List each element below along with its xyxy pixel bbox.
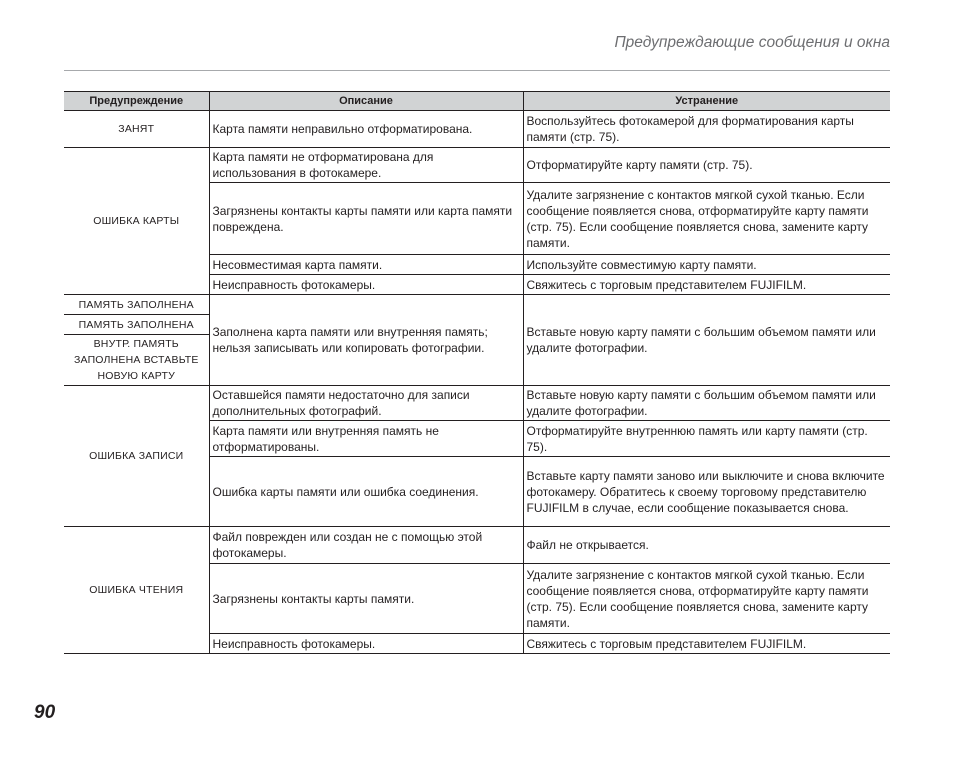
column-header-remedy: Устранение — [523, 92, 890, 111]
warning-cell: ПАМЯТЬ ЗАПОЛНЕНА — [64, 295, 209, 315]
description-cell: Неисправность фотокамеры. — [209, 634, 523, 654]
remedy-cell: Отформатируйте внутреннюю память или карту памяти (стр. 75). — [523, 421, 890, 457]
table-row — [64, 295, 890, 315]
description-cell: Неисправность фотокамеры. — [209, 275, 523, 295]
table-row — [64, 527, 890, 564]
description-cell: Карта памяти или внутренняя память не отформатированы. — [209, 421, 523, 457]
remedy-cell: Вставьте новую карту памяти с большим объемом памяти или удалите фотографии. — [523, 295, 890, 386]
warning-cell: ВНУТР. ПАМЯТЬ ЗАПОЛНЕНА ВСТАВЬТЕ НОВУЮ КАРТУ — [64, 335, 209, 386]
description-cell: Загрязнены контакты карты памяти. — [209, 564, 523, 634]
description-cell: Загрязнены контакты карты памяти или карта памяти повреждена. — [209, 183, 523, 255]
remedy-cell: Воспользуйтесь фотокамерой для форматирования карты памяти (стр. 75). — [523, 111, 890, 148]
description-cell: Оставшейся памяти недостаточно для записи дополнительных фотографий. — [209, 386, 523, 421]
description-cell: Карта памяти неправильно отформатирована. — [209, 111, 523, 148]
header-divider — [64, 70, 890, 71]
warning-cell: ЗАНЯТ — [64, 111, 209, 148]
column-header-warning: Предупреждение — [64, 92, 209, 111]
description-cell: Ошибка карты памяти или ошибка соединения. — [209, 457, 523, 527]
remedy-cell: Вставьте новую карту памяти с большим объемом памяти или удалите фотографии. — [523, 386, 890, 421]
description-cell: Заполнена карта памяти или внутренняя память; нельзя записывать или копировать фотографии. — [209, 295, 523, 386]
table-row — [64, 111, 890, 148]
remedy-cell: Свяжитесь с торговым представителем FUJIFILM. — [523, 275, 890, 295]
remedy-cell: Удалите загрязнение с контактов мягкой сухой тканью. Если сообщение появляется снова, отформатируйте карту памяти (стр. 75). Если сообщение появляется снова, замените карту памяти. — [523, 183, 890, 255]
page-number: 90 — [34, 702, 56, 723]
warning-cell: ОШИБКА ЗАПИСИ — [64, 386, 209, 527]
remedy-cell: Удалите загрязнение с контактов мягкой сухой тканью. Если сообщение появляется снова, отформатируйте карту памяти (стр. 75). Если сообщение появляется снова, замените карту памяти. — [523, 564, 890, 634]
table-row — [64, 148, 890, 183]
warning-cell: ОШИБКА ЧТЕНИЯ — [64, 527, 209, 654]
table-header-row — [64, 92, 890, 111]
warning-cell: ПАМЯТЬ ЗАПОЛНЕНА — [64, 315, 209, 335]
remedy-cell: Вставьте карту памяти заново или выключите и снова включите фотокамеру. Обратитесь к своему торговому представителю FUJIFILM в случае, если сообщение показывается снова. — [523, 457, 890, 527]
remedy-cell: Свяжитесь с торговым представителем FUJIFILM. — [523, 634, 890, 654]
page-header-title: Предупреждающие сообщения и окна — [614, 34, 890, 51]
warning-cell: ОШИБКА КАРТЫ — [64, 148, 209, 295]
remedy-cell: Файл не открывается. — [523, 527, 890, 564]
remedy-cell: Отформатируйте карту памяти (стр. 75). — [523, 148, 890, 183]
column-header-description: Описание — [209, 92, 523, 111]
remedy-cell: Используйте совместимую карту памяти. — [523, 255, 890, 275]
description-cell: Карта памяти не отформатирована для использования в фотокамере. — [209, 148, 523, 183]
table-row — [64, 386, 890, 421]
description-cell: Несовместимая карта памяти. — [209, 255, 523, 275]
warning-messages-table — [64, 91, 890, 654]
description-cell: Файл поврежден или создан не с помощью этой фотокамеры. — [209, 527, 523, 564]
